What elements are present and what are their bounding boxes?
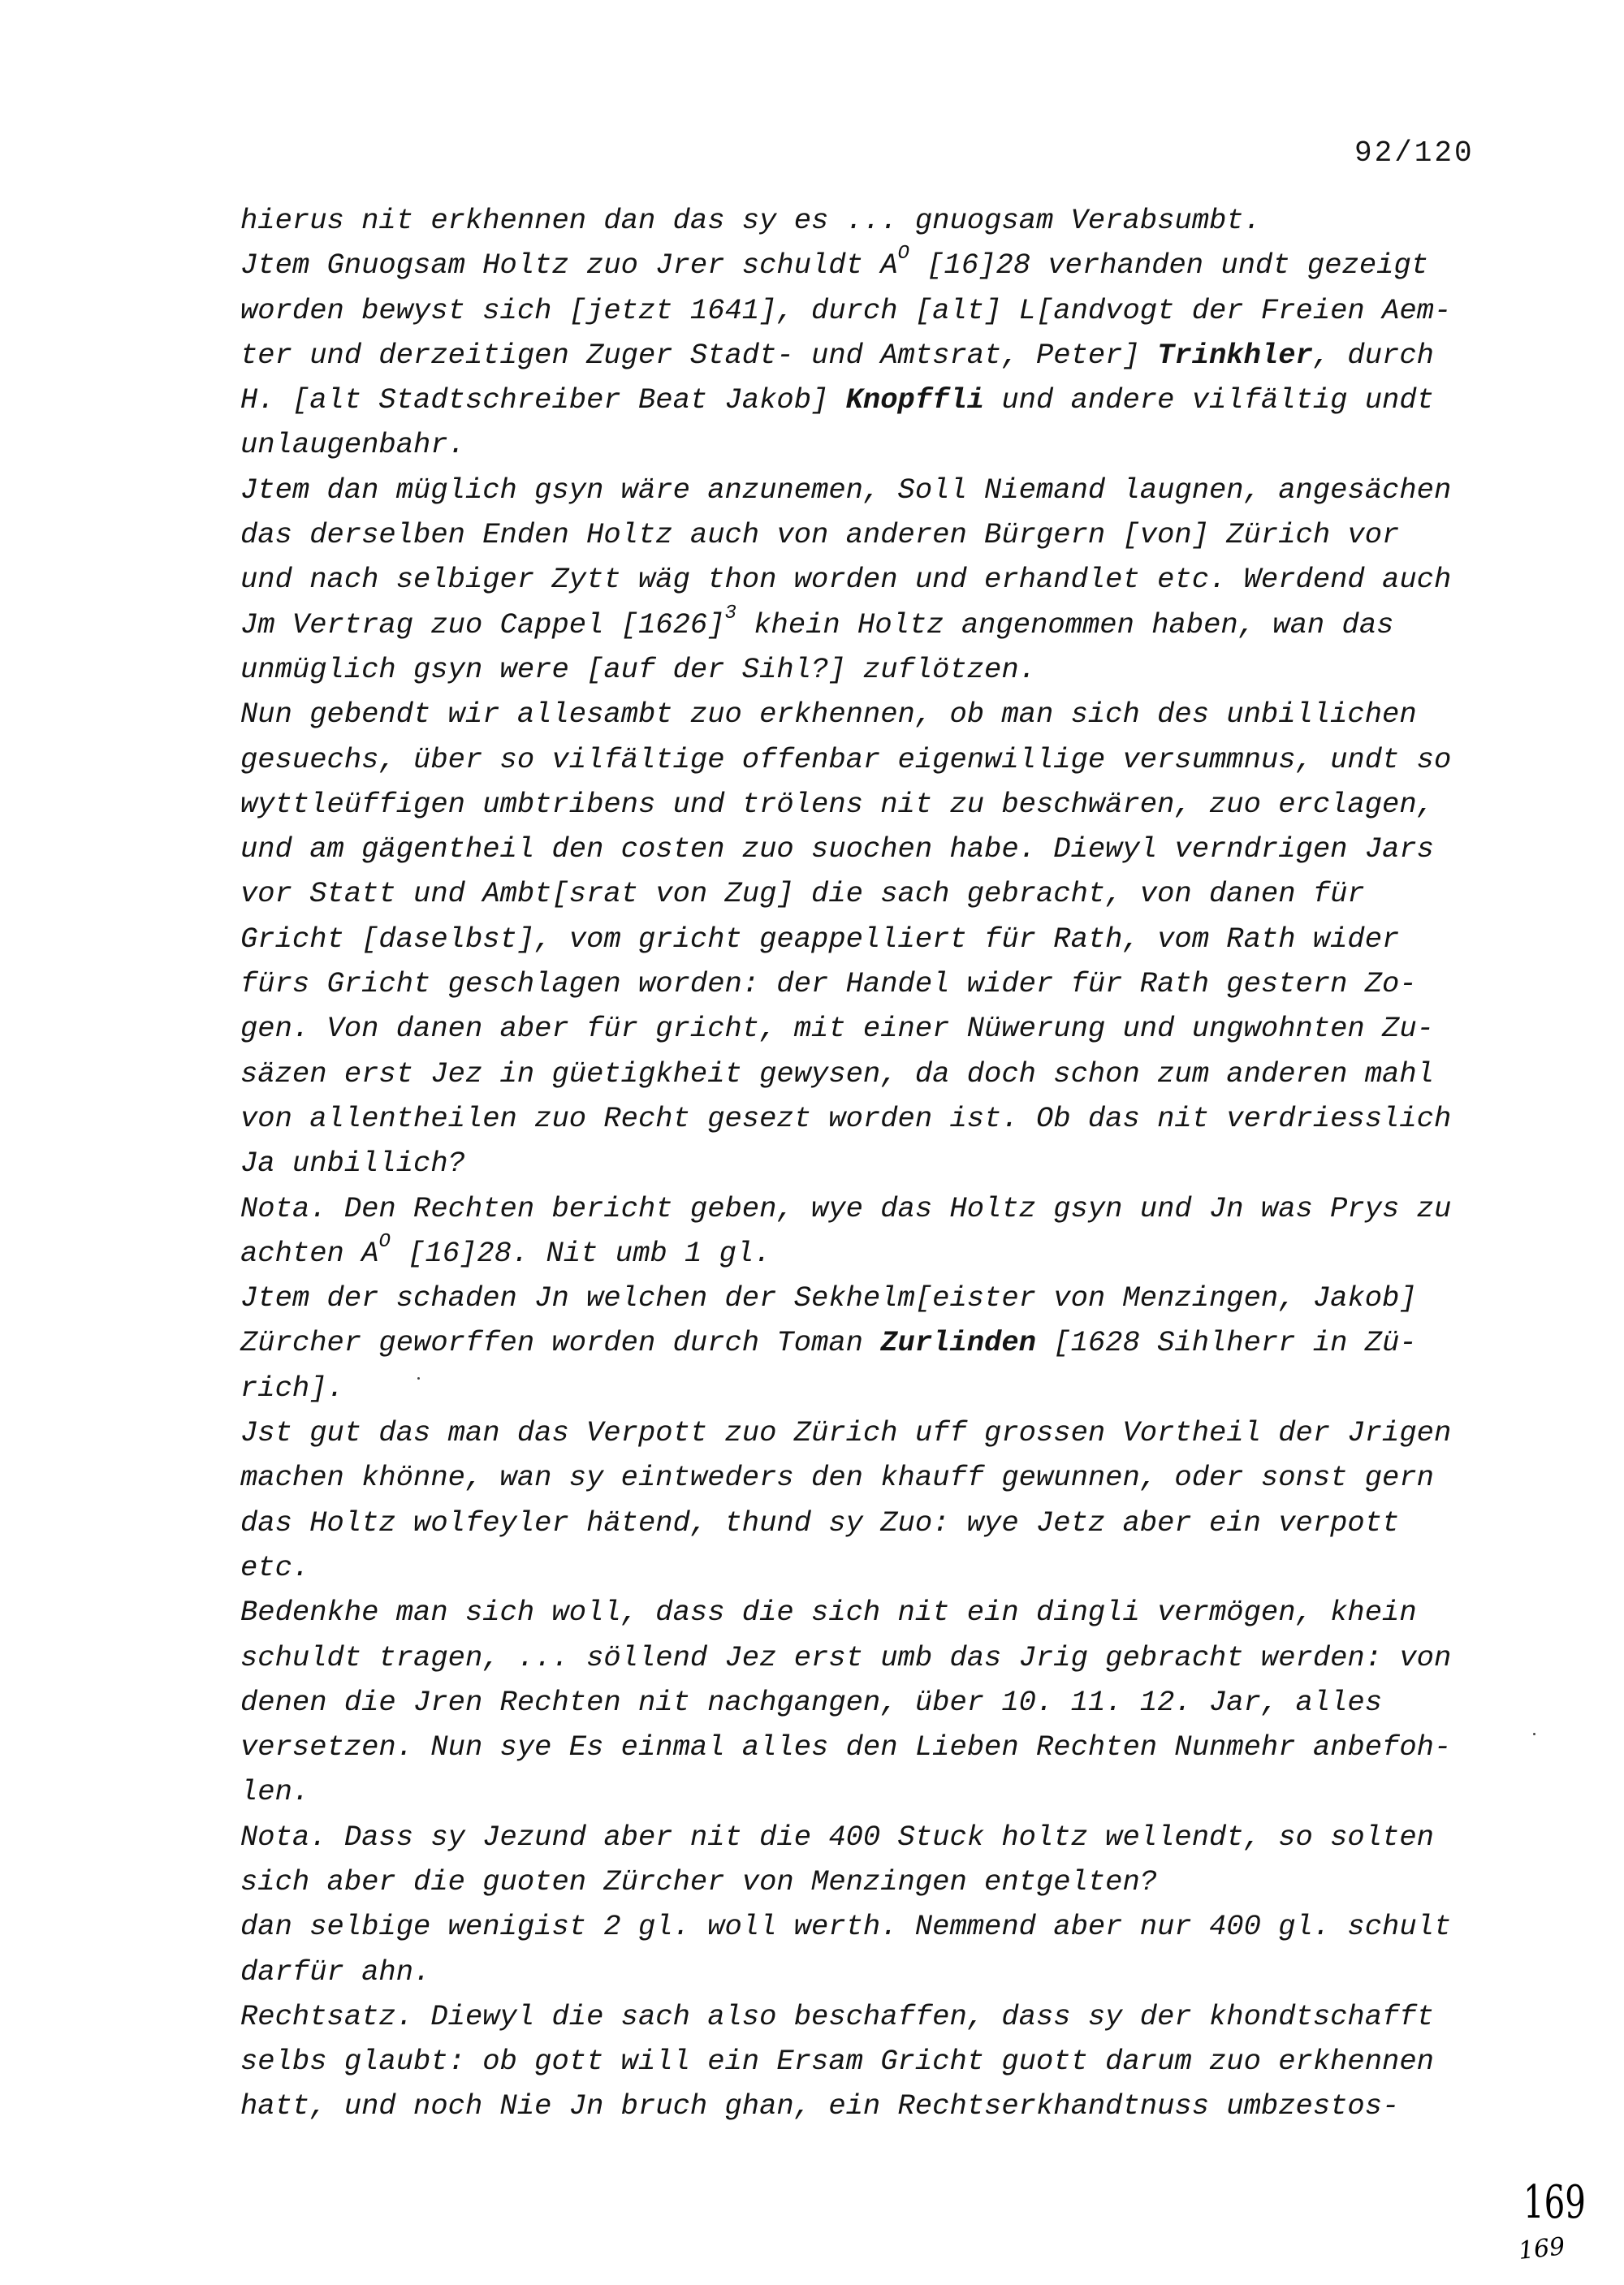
text-segment: und am gägentheil den costen zuo suochen habe. Diewyl verndrigen Jars <box>240 832 1434 866</box>
text-segment: machen khönne, wan sy eintweders den khauff gewunnen, oder sonst gern <box>240 1461 1434 1495</box>
text-line <box>240 1950 1491 1994</box>
text-segment: Nota. Dass sy Jezund aber nit die 400 Stuck holtz wellendt, so solten <box>240 1820 1434 1854</box>
text-segment: hierus nit erkhennen dan das sy es ... gnuogsam Verabsumbt. <box>240 204 1261 237</box>
text-segment: , durch <box>1312 338 1434 372</box>
text-line <box>240 1590 1491 1635</box>
text-line <box>240 1366 1491 1410</box>
text-line <box>240 1320 1491 1365</box>
text-line <box>240 2039 1491 2084</box>
bold-name: Zurlinden <box>880 1326 1036 1360</box>
text-line <box>240 333 1491 378</box>
text-segment: Nota. Den Rechten bericht geben, wye das Holtz gsyn und Jn was Prys zu <box>240 1191 1452 1225</box>
text-segment: selbs glaubt: ob gott will ein Ersam Gricht guott darum zuo erkhennen <box>240 2045 1434 2079</box>
text-segment: [16]28. Nit umb 1 gl. <box>390 1236 771 1270</box>
text-line <box>240 1994 1491 2039</box>
text-segment: säzen erst Jez in güetigkheit gewysen, da doch schon zum anderen mahl <box>240 1056 1434 1091</box>
text-segment: versetzen. Nun sye Es einmal alles den Lieben Rechten Nunmehr anbefoh- <box>240 1730 1452 1765</box>
text-segment: worden bewyst sich [jetzt 1641], durch [alt] L[andvogt der Freien Aem- <box>240 293 1452 327</box>
text-line <box>240 422 1491 467</box>
text-line <box>240 243 1491 287</box>
text-line <box>240 1725 1491 1769</box>
page-number: 92/120 <box>1354 136 1475 170</box>
text-line <box>240 692 1491 736</box>
text-segment: dan selbige wenigist 2 gl. woll werth. Nemmend aber nur 400 gl. schult <box>240 1910 1452 1944</box>
text-segment: hatt, und noch Nie Jn bruch ghan, ein Rechtserkhandtnuss umbzestos- <box>240 2089 1400 2123</box>
text-line <box>240 468 1491 512</box>
text-line <box>240 782 1491 827</box>
text-segment: Bedenkhe man sich woll, dass die sich nit ein dingli vermögen, khein <box>240 1596 1417 1630</box>
text-segment: wyttleüffigen umbtribens und trölens nit zu beschwären, zuo erclagen, <box>240 787 1434 821</box>
text-line <box>240 288 1491 333</box>
text-line <box>240 2084 1491 2128</box>
text-segment: Ja unbillich? <box>240 1147 465 1181</box>
text-segment: sich aber die guoten Zürcher von Menzingen entgelten? <box>240 1864 1158 1898</box>
text-line <box>240 1904 1491 1949</box>
text-segment: fürs Gricht geschlagen worden: der Handel wider für Rath gestern Zo- <box>240 967 1417 1001</box>
speck <box>1533 1733 1535 1735</box>
text-line <box>240 378 1491 422</box>
text-segment: und nach selbiger Zytt wäg thon worden und erhandlet etc. Werdend auch <box>240 563 1452 597</box>
text-segment: unlaugenbahr. <box>240 428 465 462</box>
speck <box>417 1377 420 1380</box>
text-line <box>240 603 1491 647</box>
text-segment: Jst gut das man das Verpott zuo Zürich uff grossen Vortheil der Jrigen <box>240 1416 1452 1450</box>
text-line <box>240 871 1491 916</box>
text-segment: Jtem Gnuogsam Holtz zuo Jrer schuldt A <box>240 248 898 283</box>
text-line <box>240 1410 1491 1455</box>
text-segment: denen die Jren Rechten nit nachgangen, über 10. 11. 12. Jar, alles <box>240 1685 1383 1719</box>
handwritten-folio-number: 169 <box>1523 2176 1586 2229</box>
text-segment: und andere vilfältig undt <box>984 383 1434 417</box>
text-segment: etc. <box>240 1550 310 1584</box>
text-segment: H. [alt Stadtschreiber Beat Jakob] <box>240 383 846 417</box>
text-line <box>240 1545 1491 1590</box>
text-line <box>240 1455 1491 1500</box>
text-segment: von allentheilen zuo Recht gesezt worden ist. Ob das nit verdriesslich <box>240 1101 1452 1135</box>
bold-name: Trinkhler <box>1157 338 1313 372</box>
text-line <box>240 1815 1491 1860</box>
text-segment: das derselben Enden Holtz auch von anderen Bürgern [von] Zürich vor <box>240 518 1400 552</box>
text-line <box>240 1006 1491 1051</box>
text-line <box>240 917 1491 961</box>
text-segment: len. <box>240 1775 310 1809</box>
bold-name: Knopffli <box>845 383 985 417</box>
text-segment: Jtem der schaden Jn welchen der Sekhelm[eister von Menzingen, Jakob] <box>240 1281 1417 1315</box>
text-segment: vor Statt und Ambt[srat von Zug] die sach gebracht, von danen für <box>240 877 1365 911</box>
text-segment: [1628 Sihlherr in Zü- <box>1035 1326 1417 1360</box>
text-segment: Zürcher geworffen worden durch Toman <box>240 1326 881 1360</box>
superscript: 3 <box>724 602 736 624</box>
text-line <box>240 1231 1491 1276</box>
text-segment: Jtem dan müglich gsyn wäre anzunemen, Soll Niemand laugnen, angesächen <box>240 473 1452 507</box>
text-line <box>240 1141 1491 1186</box>
text-line <box>240 1501 1491 1545</box>
text-line <box>240 557 1491 602</box>
text-line <box>240 1635 1491 1680</box>
text-line <box>240 1860 1491 1904</box>
text-line <box>240 737 1491 782</box>
text-segment: Jm Vertrag zuo Cappel [1626] <box>240 607 725 641</box>
superscript: O <box>897 243 909 266</box>
text-segment: das Holtz wolfeyler hätend, thund sy Zuo: wye Jetz aber ein verpott <box>240 1505 1400 1540</box>
text-line <box>240 1096 1491 1141</box>
text-segment: Nun gebendt wir allesambt zuo erkhennen, ob man sich des unbillichen <box>240 698 1417 732</box>
body-text <box>240 198 1491 2129</box>
text-line <box>240 198 1491 243</box>
text-line <box>240 1769 1491 1814</box>
text-segment: [16]28 verhanden undt gezeigt <box>909 248 1429 283</box>
text-line <box>240 1052 1491 1096</box>
text-line <box>240 1680 1491 1725</box>
text-segment: khein Holtz angenommen haben, wan das <box>736 607 1394 641</box>
text-segment: Gricht [daselbst], vom gricht geappelliert für Rath, vom Rath wider <box>240 922 1400 956</box>
handwritten-folio-number-small: 169 <box>1517 2232 1566 2266</box>
text-segment: schuldt tragen, ... söllend Jez erst umb das Jrig gebracht werden: von <box>240 1640 1452 1674</box>
text-line <box>240 1186 1491 1231</box>
text-line <box>240 647 1491 692</box>
text-segment: Rechtsatz. Diewyl die sach also beschaffen, dass sy der khondtschafft <box>240 1999 1434 2033</box>
text-segment: unmüglich gsyn were [auf der Sihl?] zuflötzen. <box>240 652 1036 686</box>
text-line <box>240 961 1491 1006</box>
text-line <box>240 1276 1491 1320</box>
text-segment: rich]. <box>240 1371 344 1405</box>
text-segment: gen. Von danen aber für gricht, mit einer Nüwerung und ungwohnten Zu- <box>240 1012 1434 1046</box>
text-line <box>240 827 1491 871</box>
text-line <box>240 512 1491 557</box>
superscript: O <box>378 1230 391 1253</box>
text-segment: achten A <box>240 1236 379 1270</box>
text-segment: gesuechs, über so vilfältige offenbar eigenwillige versummnus, undt so <box>240 742 1452 776</box>
text-segment: ter und derzeitigen Zuger Stadt- und Amtsrat, Peter] <box>240 338 1158 372</box>
text-segment: darfür ahn. <box>240 1955 431 1989</box>
